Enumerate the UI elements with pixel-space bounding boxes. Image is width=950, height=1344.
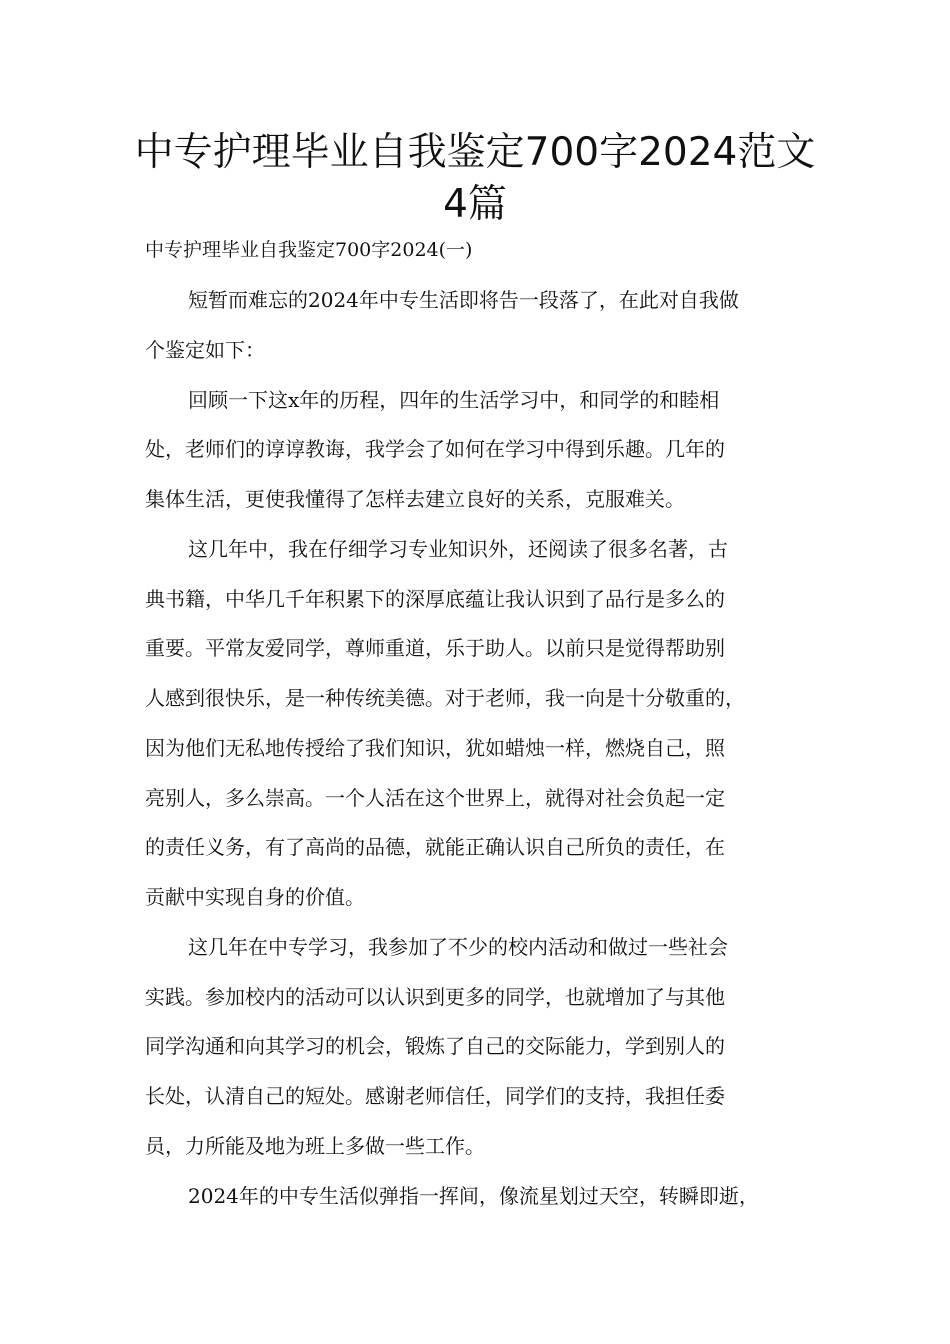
body-line: 处，老师们的谆谆教诲，我学会了如何在学习中得到乐趣。几年的 xyxy=(145,437,725,461)
body-line: 典书籍，中华几千年积累下的深厚底蕴让我认识到了品行是多么的 xyxy=(145,587,725,611)
body-line: 集体生活，更使我懂得了怎样去建立良好的关系，克服难关。 xyxy=(145,487,685,511)
body-line: 回顾一下这x年的历程，四年的生活学习中，和同学的和睦相 xyxy=(188,388,720,412)
body-line: 个鉴定如下： xyxy=(145,338,265,362)
body-line: 员，力所能及地为班上多做一些工作。 xyxy=(145,1134,485,1158)
body-line: 长处，认清自己的短处。感谢老师信任，同学们的支持，我担任委 xyxy=(145,1084,725,1108)
body-line: 短暂而难忘的2024年中专生活即将告一段落了，在此对自我做 xyxy=(188,288,739,312)
body-line: 2024年的中专生活似弹指一挥间，像流星划过天空，转瞬即逝， xyxy=(188,1184,759,1208)
body-line: 因为他们无私地传授给了我们知识，犹如蜡烛一样，燃烧自己，照 xyxy=(145,736,725,760)
body-line: 的责任义务，有了高尚的品德，就能正确认识自己所负的责任，在 xyxy=(145,835,725,859)
body-line: 重要。平常友爱同学，尊师重道，乐于助人。以前只是觉得帮助别 xyxy=(145,636,725,660)
body-line: 这几年在中专学习，我参加了不少的校内活动和做过一些社会 xyxy=(188,935,728,959)
body-line: 这几年中，我在仔细学习专业知识外，还阅读了很多名著，古 xyxy=(188,537,728,561)
body-line: 亮别人，多么崇高。一个人活在这个世界上，就得对社会负起一定 xyxy=(145,786,725,810)
document-title-line-1: 中专护理毕业自我鉴定700字2024范文 xyxy=(134,130,816,175)
body-line: 同学沟通和向其学习的机会，锻炼了自己的交际能力，学到别人的 xyxy=(145,1034,725,1058)
body-line: 贡献中实现自身的价值。 xyxy=(145,885,365,909)
section-heading: 中专护理毕业自我鉴定700字2024(一) xyxy=(145,239,473,261)
body-line: 实践。参加校内的活动可以认识到更多的同学，也就增加了与其他 xyxy=(145,985,725,1009)
document-title-line-2: 4篇 xyxy=(443,182,507,227)
body-line: 人感到很快乐，是一种传统美德。对于老师，我一向是十分敬重的， xyxy=(145,686,745,710)
